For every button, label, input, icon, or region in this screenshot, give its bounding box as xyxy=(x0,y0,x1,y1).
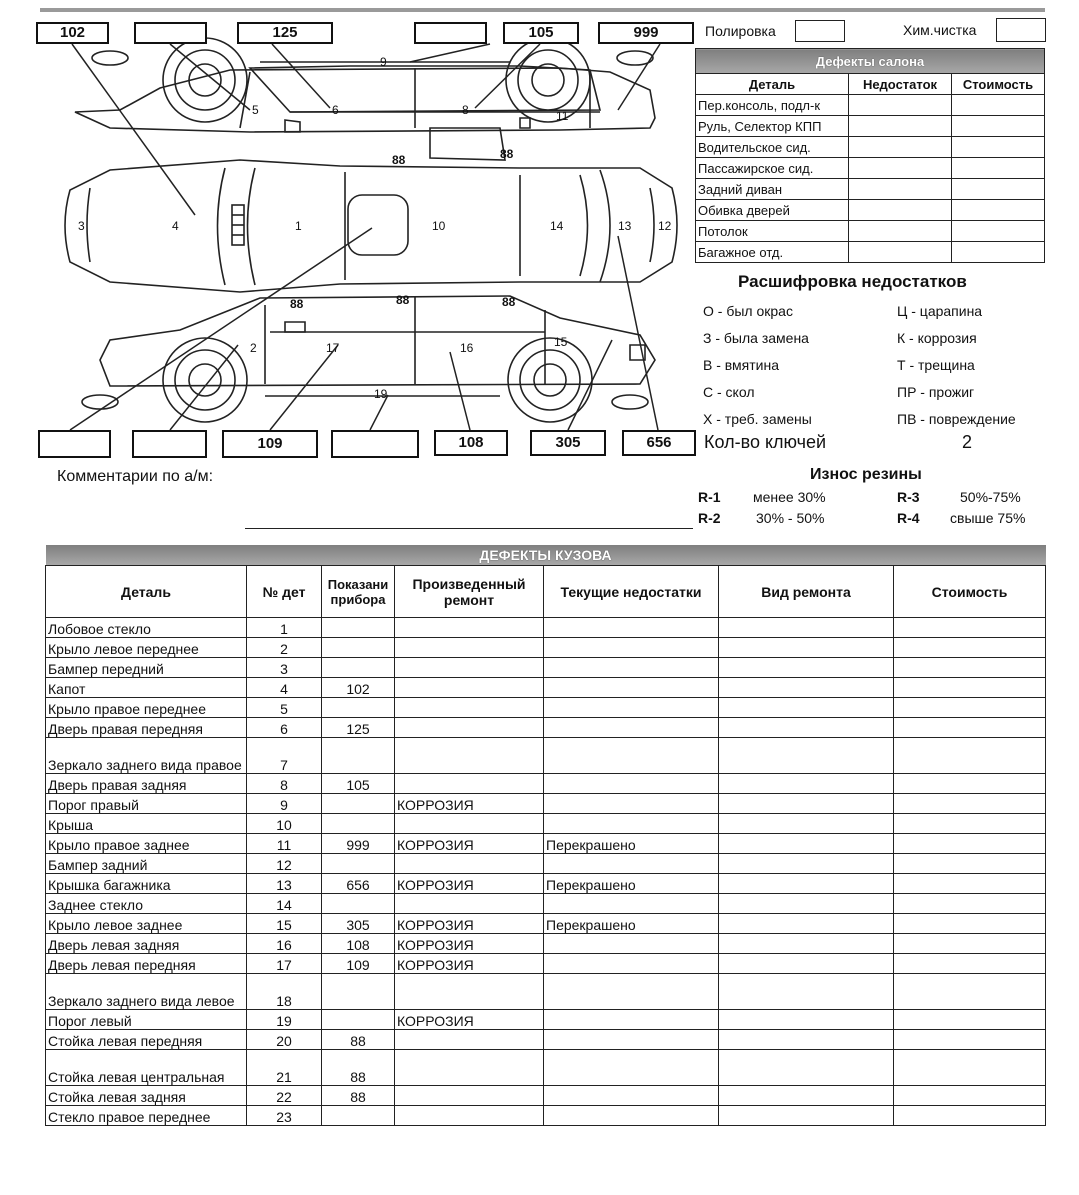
cost-cell[interactable] xyxy=(894,1010,1046,1030)
current-defects xyxy=(544,1010,719,1030)
tire-wear-code-1: R-1 xyxy=(698,489,721,505)
table-row xyxy=(46,914,1046,934)
part-name: Порог левый xyxy=(46,1010,247,1030)
repair-type-cell[interactable] xyxy=(719,1086,894,1106)
cost-cell[interactable] xyxy=(894,678,1046,698)
repair-type-cell[interactable] xyxy=(719,954,894,974)
repair-type-cell[interactable] xyxy=(719,934,894,954)
salon-row xyxy=(696,179,1045,200)
current-defects xyxy=(544,814,719,834)
car-diagram xyxy=(0,0,700,470)
body-col-current: Текущие недостатки xyxy=(544,566,719,618)
table-row xyxy=(46,698,1046,718)
cost-cell[interactable] xyxy=(894,1086,1046,1106)
table-row xyxy=(46,974,1046,1010)
cost-cell[interactable] xyxy=(894,718,1046,738)
cost-cell[interactable] xyxy=(894,1106,1046,1126)
salon-defect-cell[interactable] xyxy=(849,95,952,116)
current-defects xyxy=(544,618,719,638)
repair-type-cell[interactable] xyxy=(719,698,894,718)
diagram-part-number: 88 xyxy=(396,293,410,307)
diagram-part-number: 19 xyxy=(374,387,388,401)
repair-type-cell[interactable] xyxy=(719,638,894,658)
salon-defect-cell[interactable] xyxy=(849,179,952,200)
cost-cell[interactable] xyxy=(894,774,1046,794)
body-table-title: ДЕФЕКТЫ КУЗОВА xyxy=(46,545,1046,566)
part-number: 13 xyxy=(247,874,322,894)
salon-part: Задний диван xyxy=(696,179,849,200)
part-number: 5 xyxy=(247,698,322,718)
part-name: Капот xyxy=(46,678,247,698)
part-number: 22 xyxy=(247,1086,322,1106)
legend-item: О - был окрас xyxy=(703,303,793,319)
gauge-reading: 102 xyxy=(322,678,395,698)
part-number: 17 xyxy=(247,954,322,974)
part-name: Крыло левое переднее xyxy=(46,638,247,658)
salon-row xyxy=(696,95,1045,116)
performed-repair: КОРРОЗИЯ xyxy=(395,954,544,974)
table-row xyxy=(46,718,1046,738)
salon-row xyxy=(696,200,1045,221)
tire-wear-value-2: 30% - 50% xyxy=(756,510,825,526)
cost-cell[interactable] xyxy=(894,894,1046,914)
diagram-box-bottom-1 xyxy=(38,430,111,458)
part-name: Зеркало заднего вида левое xyxy=(46,974,247,1010)
performed-repair xyxy=(395,678,544,698)
table-row xyxy=(46,814,1046,834)
gauge-reading: 105 xyxy=(322,774,395,794)
part-number: 4 xyxy=(247,678,322,698)
gauge-reading xyxy=(322,814,395,834)
salon-part: Водительское сид. xyxy=(696,137,849,158)
comments-line[interactable] xyxy=(245,528,693,529)
performed-repair: КОРРОЗИЯ xyxy=(395,874,544,894)
keys-label: Кол-во ключей xyxy=(704,432,827,452)
current-defects xyxy=(544,738,719,774)
salon-table-title: Дефекты салона xyxy=(696,49,1045,74)
gauge-reading xyxy=(322,974,395,1010)
diagram-box-top-6: 999 xyxy=(598,22,694,44)
gauge-reading xyxy=(322,658,395,678)
gauge-reading xyxy=(322,738,395,774)
tire-wear-value-1: менее 30% xyxy=(753,489,826,505)
cost-cell[interactable] xyxy=(894,618,1046,638)
diagram-box-bottom-4 xyxy=(331,430,419,458)
repair-type-cell[interactable] xyxy=(719,618,894,638)
part-number: 16 xyxy=(247,934,322,954)
part-name: Дверь правая задняя xyxy=(46,774,247,794)
performed-repair xyxy=(395,618,544,638)
polishing-field[interactable] xyxy=(795,20,845,42)
gauge-reading: 88 xyxy=(322,1050,395,1086)
gauge-reading xyxy=(322,854,395,874)
diagram-part-number: 88 xyxy=(500,147,514,161)
part-number: 20 xyxy=(247,1030,322,1050)
table-row xyxy=(46,1050,1046,1086)
salon-defect-cell[interactable] xyxy=(849,221,952,242)
salon-part: Багажное отд. xyxy=(696,242,849,263)
gauge-reading xyxy=(322,794,395,814)
current-defects xyxy=(544,794,719,814)
current-defects xyxy=(544,1030,719,1050)
part-number: 9 xyxy=(247,794,322,814)
table-row xyxy=(46,774,1046,794)
performed-repair xyxy=(395,814,544,834)
performed-repair xyxy=(395,894,544,914)
body-col-repair-type: Вид ремонта xyxy=(719,566,894,618)
diagram-part-number: 9 xyxy=(380,55,387,69)
gauge-reading: 109 xyxy=(322,954,395,974)
diagram-part-number: 11 xyxy=(556,109,569,123)
dry-cleaning-field[interactable] xyxy=(996,18,1046,42)
salon-row xyxy=(696,116,1045,137)
legend-item: С - скол xyxy=(703,384,755,400)
repair-type-cell[interactable] xyxy=(719,974,894,1010)
part-name: Стойка левая центральная xyxy=(46,1050,247,1086)
salon-cost-cell[interactable] xyxy=(952,179,1045,200)
polishing-label: Полировка xyxy=(705,23,776,39)
salon-cost-cell[interactable] xyxy=(952,95,1045,116)
current-defects xyxy=(544,1086,719,1106)
body-col-number: № дет xyxy=(247,566,322,618)
salon-cost-cell[interactable] xyxy=(952,158,1045,179)
legend-item: ПВ - повреждение xyxy=(897,411,1016,427)
diagram-box-bottom-2 xyxy=(132,430,207,458)
cost-cell[interactable] xyxy=(894,874,1046,894)
salon-part: Обивка дверей xyxy=(696,200,849,221)
repair-type-cell[interactable] xyxy=(719,1030,894,1050)
salon-col-part: Деталь xyxy=(696,74,849,95)
dry-cleaning-label: Хим.чистка xyxy=(903,22,977,38)
salon-defects-table xyxy=(695,48,1045,263)
part-name: Бампер задний xyxy=(46,854,247,874)
salon-cost-cell[interactable] xyxy=(952,242,1045,263)
salon-cost-cell[interactable] xyxy=(952,200,1045,221)
car-side-view-right xyxy=(75,38,655,160)
tire-wear-code-3: R-3 xyxy=(897,489,920,505)
current-defects xyxy=(544,934,719,954)
legend-item: ПР - прожиг xyxy=(897,384,975,400)
table-row xyxy=(46,934,1046,954)
table-row xyxy=(46,1010,1046,1030)
salon-row xyxy=(696,242,1045,263)
gauge-reading xyxy=(322,638,395,658)
gauge-reading: 305 xyxy=(322,914,395,934)
gauge-reading: 656 xyxy=(322,874,395,894)
performed-repair xyxy=(395,854,544,874)
part-name: Крыша xyxy=(46,814,247,834)
part-name: Бампер передний xyxy=(46,658,247,678)
salon-cost-cell[interactable] xyxy=(952,221,1045,242)
repair-type-cell[interactable] xyxy=(719,1106,894,1126)
performed-repair: КОРРОЗИЯ xyxy=(395,934,544,954)
table-row xyxy=(46,854,1046,874)
cost-cell[interactable] xyxy=(894,814,1046,834)
diagram-box-bottom-3: 109 xyxy=(222,430,318,458)
diagram-part-number: 8 xyxy=(462,103,469,117)
part-number: 14 xyxy=(247,894,322,914)
salon-part: Пассажирское сид. xyxy=(696,158,849,179)
part-name: Дверь левая передняя xyxy=(46,954,247,974)
salon-col-defect: Недостаток xyxy=(849,74,952,95)
diagram-box-top-1: 102 xyxy=(36,22,109,44)
performed-repair xyxy=(395,718,544,738)
cost-cell[interactable] xyxy=(894,1050,1046,1086)
legend-item: Т - трещина xyxy=(897,357,975,373)
gauge-reading: 125 xyxy=(322,718,395,738)
diagram-part-number: 14 xyxy=(550,219,564,233)
diagram-part-number: 5 xyxy=(252,103,259,117)
salon-defect-cell[interactable] xyxy=(849,137,952,158)
diagram-part-number: 88 xyxy=(502,295,516,309)
repair-type-cell[interactable] xyxy=(719,658,894,678)
performed-repair xyxy=(395,1086,544,1106)
salon-row xyxy=(696,137,1045,158)
table-row xyxy=(46,618,1046,638)
repair-type-cell[interactable] xyxy=(719,738,894,774)
table-row xyxy=(46,738,1046,774)
body-col-reading: Показани прибора xyxy=(322,566,395,618)
salon-defect-cell[interactable] xyxy=(849,242,952,263)
gauge-reading xyxy=(322,1106,395,1126)
repair-type-cell[interactable] xyxy=(719,1050,894,1086)
diagram-part-number: 88 xyxy=(392,153,406,167)
diagram-part-number: 10 xyxy=(432,219,446,233)
repair-type-cell[interactable] xyxy=(719,814,894,834)
cost-cell[interactable] xyxy=(894,974,1046,1010)
part-name: Порог правый xyxy=(46,794,247,814)
part-name: Зеркало заднего вида правое xyxy=(46,738,247,774)
cost-cell[interactable] xyxy=(894,1030,1046,1050)
salon-defect-cell[interactable] xyxy=(849,116,952,137)
cost-cell[interactable] xyxy=(894,934,1046,954)
salon-part: Руль, Селектор КПП xyxy=(696,116,849,137)
gauge-reading xyxy=(322,894,395,914)
cost-cell[interactable] xyxy=(894,914,1046,934)
diagram-part-number: 1 xyxy=(295,219,302,233)
diagram-box-top-5: 105 xyxy=(503,22,579,44)
performed-repair xyxy=(395,1050,544,1086)
diagram-box-top-4 xyxy=(414,22,487,44)
part-number: 21 xyxy=(247,1050,322,1086)
part-name: Лобовое стекло xyxy=(46,618,247,638)
current-defects: Перекрашено xyxy=(544,914,719,934)
repair-type-cell[interactable] xyxy=(719,794,894,814)
diagram-box-top-3: 125 xyxy=(237,22,333,44)
repair-type-cell[interactable] xyxy=(719,774,894,794)
performed-repair xyxy=(395,1030,544,1050)
repair-type-cell[interactable] xyxy=(719,1010,894,1030)
performed-repair: КОРРОЗИЯ xyxy=(395,1010,544,1030)
legend-title: Расшифровка недостатков xyxy=(738,272,967,291)
cost-cell[interactable] xyxy=(894,794,1046,814)
diagram-part-number: 4 xyxy=(172,219,179,233)
part-number: 12 xyxy=(247,854,322,874)
diagram-part-number: 3 xyxy=(78,219,85,233)
diagram-box-bottom-5: 108 xyxy=(434,430,508,456)
part-number: 18 xyxy=(247,974,322,1010)
current-defects xyxy=(544,894,719,914)
repair-type-cell[interactable] xyxy=(719,678,894,698)
tire-wear-value-4: свыше 75% xyxy=(950,510,1026,526)
table-row xyxy=(46,658,1046,678)
current-defects: Перекрашено xyxy=(544,834,719,854)
diagram-box-top-2 xyxy=(134,22,207,44)
current-defects xyxy=(544,1050,719,1086)
diagram-part-number: 2 xyxy=(250,341,257,355)
car-top-view xyxy=(65,160,677,292)
diagram-part-number: 16 xyxy=(460,341,474,355)
gauge-reading xyxy=(322,1010,395,1030)
part-number: 23 xyxy=(247,1106,322,1126)
repair-type-cell[interactable] xyxy=(719,874,894,894)
part-number: 19 xyxy=(247,1010,322,1030)
part-number: 11 xyxy=(247,834,322,854)
table-row xyxy=(46,678,1046,698)
salon-part: Пер.консоль, подл-к xyxy=(696,95,849,116)
table-row xyxy=(46,1106,1046,1126)
salon-cost-cell[interactable] xyxy=(952,116,1045,137)
table-row xyxy=(46,1086,1046,1106)
part-name: Крыло правое заднее xyxy=(46,834,247,854)
body-defects-table xyxy=(45,545,1046,1126)
legend-item: З - была замена xyxy=(703,330,809,346)
table-row xyxy=(46,834,1046,854)
part-number: 2 xyxy=(247,638,322,658)
current-defects xyxy=(544,974,719,1010)
performed-repair: КОРРОЗИЯ xyxy=(395,834,544,854)
tire-wear-value-3: 50%-75% xyxy=(960,489,1021,505)
current-defects xyxy=(544,678,719,698)
current-defects xyxy=(544,638,719,658)
part-name: Крыло правое переднее xyxy=(46,698,247,718)
salon-cost-cell[interactable] xyxy=(952,137,1045,158)
repair-type-cell[interactable] xyxy=(719,914,894,934)
performed-repair xyxy=(395,638,544,658)
salon-col-cost: Стоимость xyxy=(952,74,1045,95)
repair-type-cell[interactable] xyxy=(719,854,894,874)
tire-wear-code-2: R-2 xyxy=(698,510,721,526)
diagram-part-number: 15 xyxy=(554,335,568,349)
performed-repair: КОРРОЗИЯ xyxy=(395,794,544,814)
diagram-part-number: 88 xyxy=(290,297,304,311)
cost-cell[interactable] xyxy=(894,954,1046,974)
current-defects xyxy=(544,698,719,718)
gauge-reading: 88 xyxy=(322,1030,395,1050)
salon-row xyxy=(696,221,1045,242)
salon-part: Потолок xyxy=(696,221,849,242)
diagram-box-bottom-7: 656 xyxy=(622,430,696,456)
tire-wear-code-4: R-4 xyxy=(897,510,920,526)
repair-type-cell[interactable] xyxy=(719,894,894,914)
part-name: Стойка левая передняя xyxy=(46,1030,247,1050)
cost-cell[interactable] xyxy=(894,638,1046,658)
current-defects xyxy=(544,718,719,738)
cost-cell[interactable] xyxy=(894,738,1046,774)
part-name: Стекло правое переднее xyxy=(46,1106,247,1126)
legend-item: Х - треб. замены xyxy=(703,411,812,427)
part-name: Крыло левое заднее xyxy=(46,914,247,934)
diagram-part-number: 6 xyxy=(332,103,339,117)
repair-type-cell[interactable] xyxy=(719,834,894,854)
salon-defect-cell[interactable] xyxy=(849,158,952,179)
body-col-cost: Стоимость xyxy=(894,566,1046,618)
leader-lines xyxy=(70,44,660,430)
part-number: 1 xyxy=(247,618,322,638)
current-defects xyxy=(544,854,719,874)
tire-wear-title: Износ резины xyxy=(810,466,922,483)
car-side-view-left xyxy=(82,296,655,422)
current-defects: Перекрашено xyxy=(544,874,719,894)
diagram-part-number: 12 xyxy=(658,219,672,233)
part-number: 10 xyxy=(247,814,322,834)
legend-item: В - вмятина xyxy=(703,357,780,373)
part-name: Дверь правая передняя xyxy=(46,718,247,738)
diagram-part-number: 13 xyxy=(618,219,632,233)
performed-repair xyxy=(395,698,544,718)
legend-item: К - коррозия xyxy=(897,330,977,346)
part-number: 6 xyxy=(247,718,322,738)
part-number: 8 xyxy=(247,774,322,794)
gauge-reading: 108 xyxy=(322,934,395,954)
part-name: Заднее стекло xyxy=(46,894,247,914)
part-number: 3 xyxy=(247,658,322,678)
keys-value: 2 xyxy=(962,432,973,452)
gauge-reading xyxy=(322,618,395,638)
table-row xyxy=(46,874,1046,894)
table-row xyxy=(46,1030,1046,1050)
performed-repair xyxy=(395,974,544,1010)
cost-cell[interactable] xyxy=(894,698,1046,718)
performed-repair xyxy=(395,774,544,794)
gauge-reading xyxy=(322,698,395,718)
performed-repair xyxy=(395,1106,544,1126)
legend-item: Ц - царапина xyxy=(897,303,983,319)
part-number: 7 xyxy=(247,738,322,774)
gauge-reading: 999 xyxy=(322,834,395,854)
salon-row xyxy=(696,158,1045,179)
cost-cell[interactable] xyxy=(894,834,1046,854)
gauge-reading: 88 xyxy=(322,1086,395,1106)
current-defects xyxy=(544,954,719,974)
current-defects xyxy=(544,658,719,678)
performed-repair xyxy=(395,658,544,678)
part-number: 15 xyxy=(247,914,322,934)
table-row xyxy=(46,954,1046,974)
performed-repair: КОРРОЗИЯ xyxy=(395,914,544,934)
part-name: Дверь левая задняя xyxy=(46,934,247,954)
part-name: Крышка багажника xyxy=(46,874,247,894)
diagram-part-number: 17 xyxy=(326,341,340,355)
current-defects xyxy=(544,1106,719,1126)
table-row xyxy=(46,638,1046,658)
part-name: Стойка левая задняя xyxy=(46,1086,247,1106)
body-col-part: Деталь xyxy=(46,566,247,618)
performed-repair xyxy=(395,738,544,774)
salon-defect-cell[interactable] xyxy=(849,200,952,221)
current-defects xyxy=(544,774,719,794)
table-row xyxy=(46,794,1046,814)
cost-cell[interactable] xyxy=(894,658,1046,678)
body-col-repair: Произведенный ремонт xyxy=(395,566,544,618)
comments-label: Комментарии по а/м: xyxy=(57,468,214,485)
repair-type-cell[interactable] xyxy=(719,718,894,738)
diagram-box-bottom-6: 305 xyxy=(530,430,606,456)
table-row xyxy=(46,894,1046,914)
cost-cell[interactable] xyxy=(894,854,1046,874)
